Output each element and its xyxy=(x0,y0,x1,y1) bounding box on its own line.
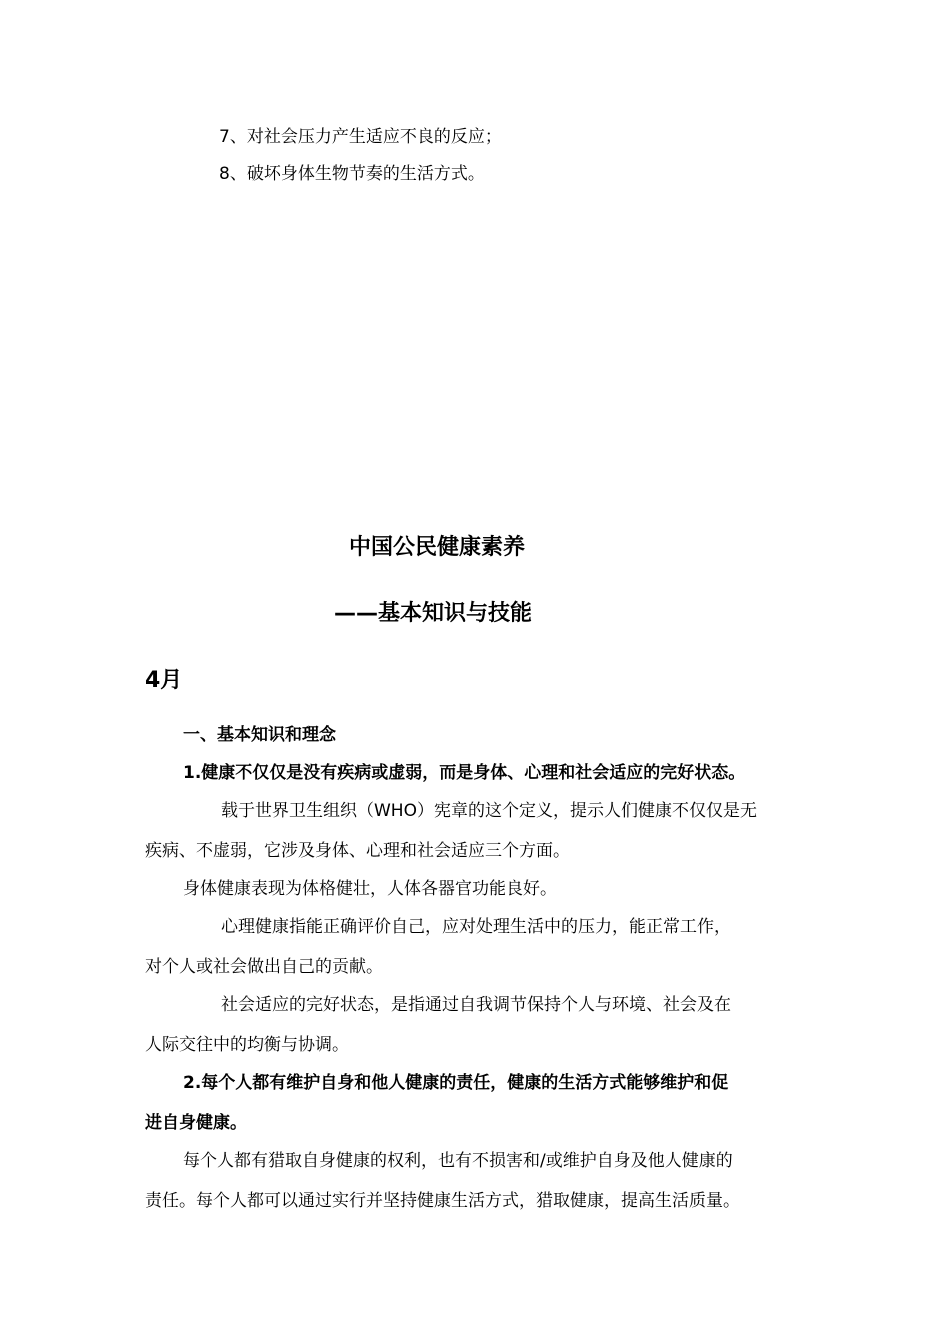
paragraph-line: 疾病、不虚弱，它涉及身体、心理和社会适应三个方面。 xyxy=(145,841,570,861)
paragraph-line: 人际交往中的均衡与协调。 xyxy=(145,1035,349,1055)
paragraph-line: 载于世界卫生组织（WHO）宪章的这个定义，提示人们健康不仅仅是无 xyxy=(221,801,757,821)
point-2-heading: 2.每个人都有维护自身和他人健康的责任，健康的生活方式能够维护和促 xyxy=(183,1073,729,1093)
paragraph-line: 心理健康指能正确评价自己，应对处理生活中的压力，能正常工作， xyxy=(221,917,731,937)
paragraph-line: 社会适应的完好状态，是指通过自我调节保持个人与环境、社会及在 xyxy=(221,995,731,1015)
point-2-heading-cont: 进自身健康。 xyxy=(145,1113,247,1133)
paragraph-line: 每个人都有猎取自身健康的权利，也有不损害和/或维护自身及他人健康的 xyxy=(183,1151,733,1171)
paragraph-line: 身体健康表现为体格健壮，人体各器官功能良好。 xyxy=(183,879,557,899)
page-title: 中国公民健康素养 xyxy=(349,535,526,560)
list-item-7: 7、对社会压力产生适应不良的反应； xyxy=(219,127,502,147)
section-heading: 一、基本知识和理念 xyxy=(183,725,336,745)
month-heading: 4月 xyxy=(145,668,183,693)
page-subtitle: ——基本知识与技能 xyxy=(334,601,533,626)
paragraph-line: 对个人或社会做出自己的贡献。 xyxy=(145,957,383,977)
list-item-8: 8、破坏身体生物节奏的生活方式。 xyxy=(219,164,485,184)
point-1-heading: 1.健康不仅仅是没有疾病或虚弱，而是身体、心理和社会适应的完好状态。 xyxy=(183,763,746,783)
paragraph-line: 责任。每个人都可以通过实行并坚持健康生活方式，猎取健康，提高生活质量。 xyxy=(145,1191,740,1211)
